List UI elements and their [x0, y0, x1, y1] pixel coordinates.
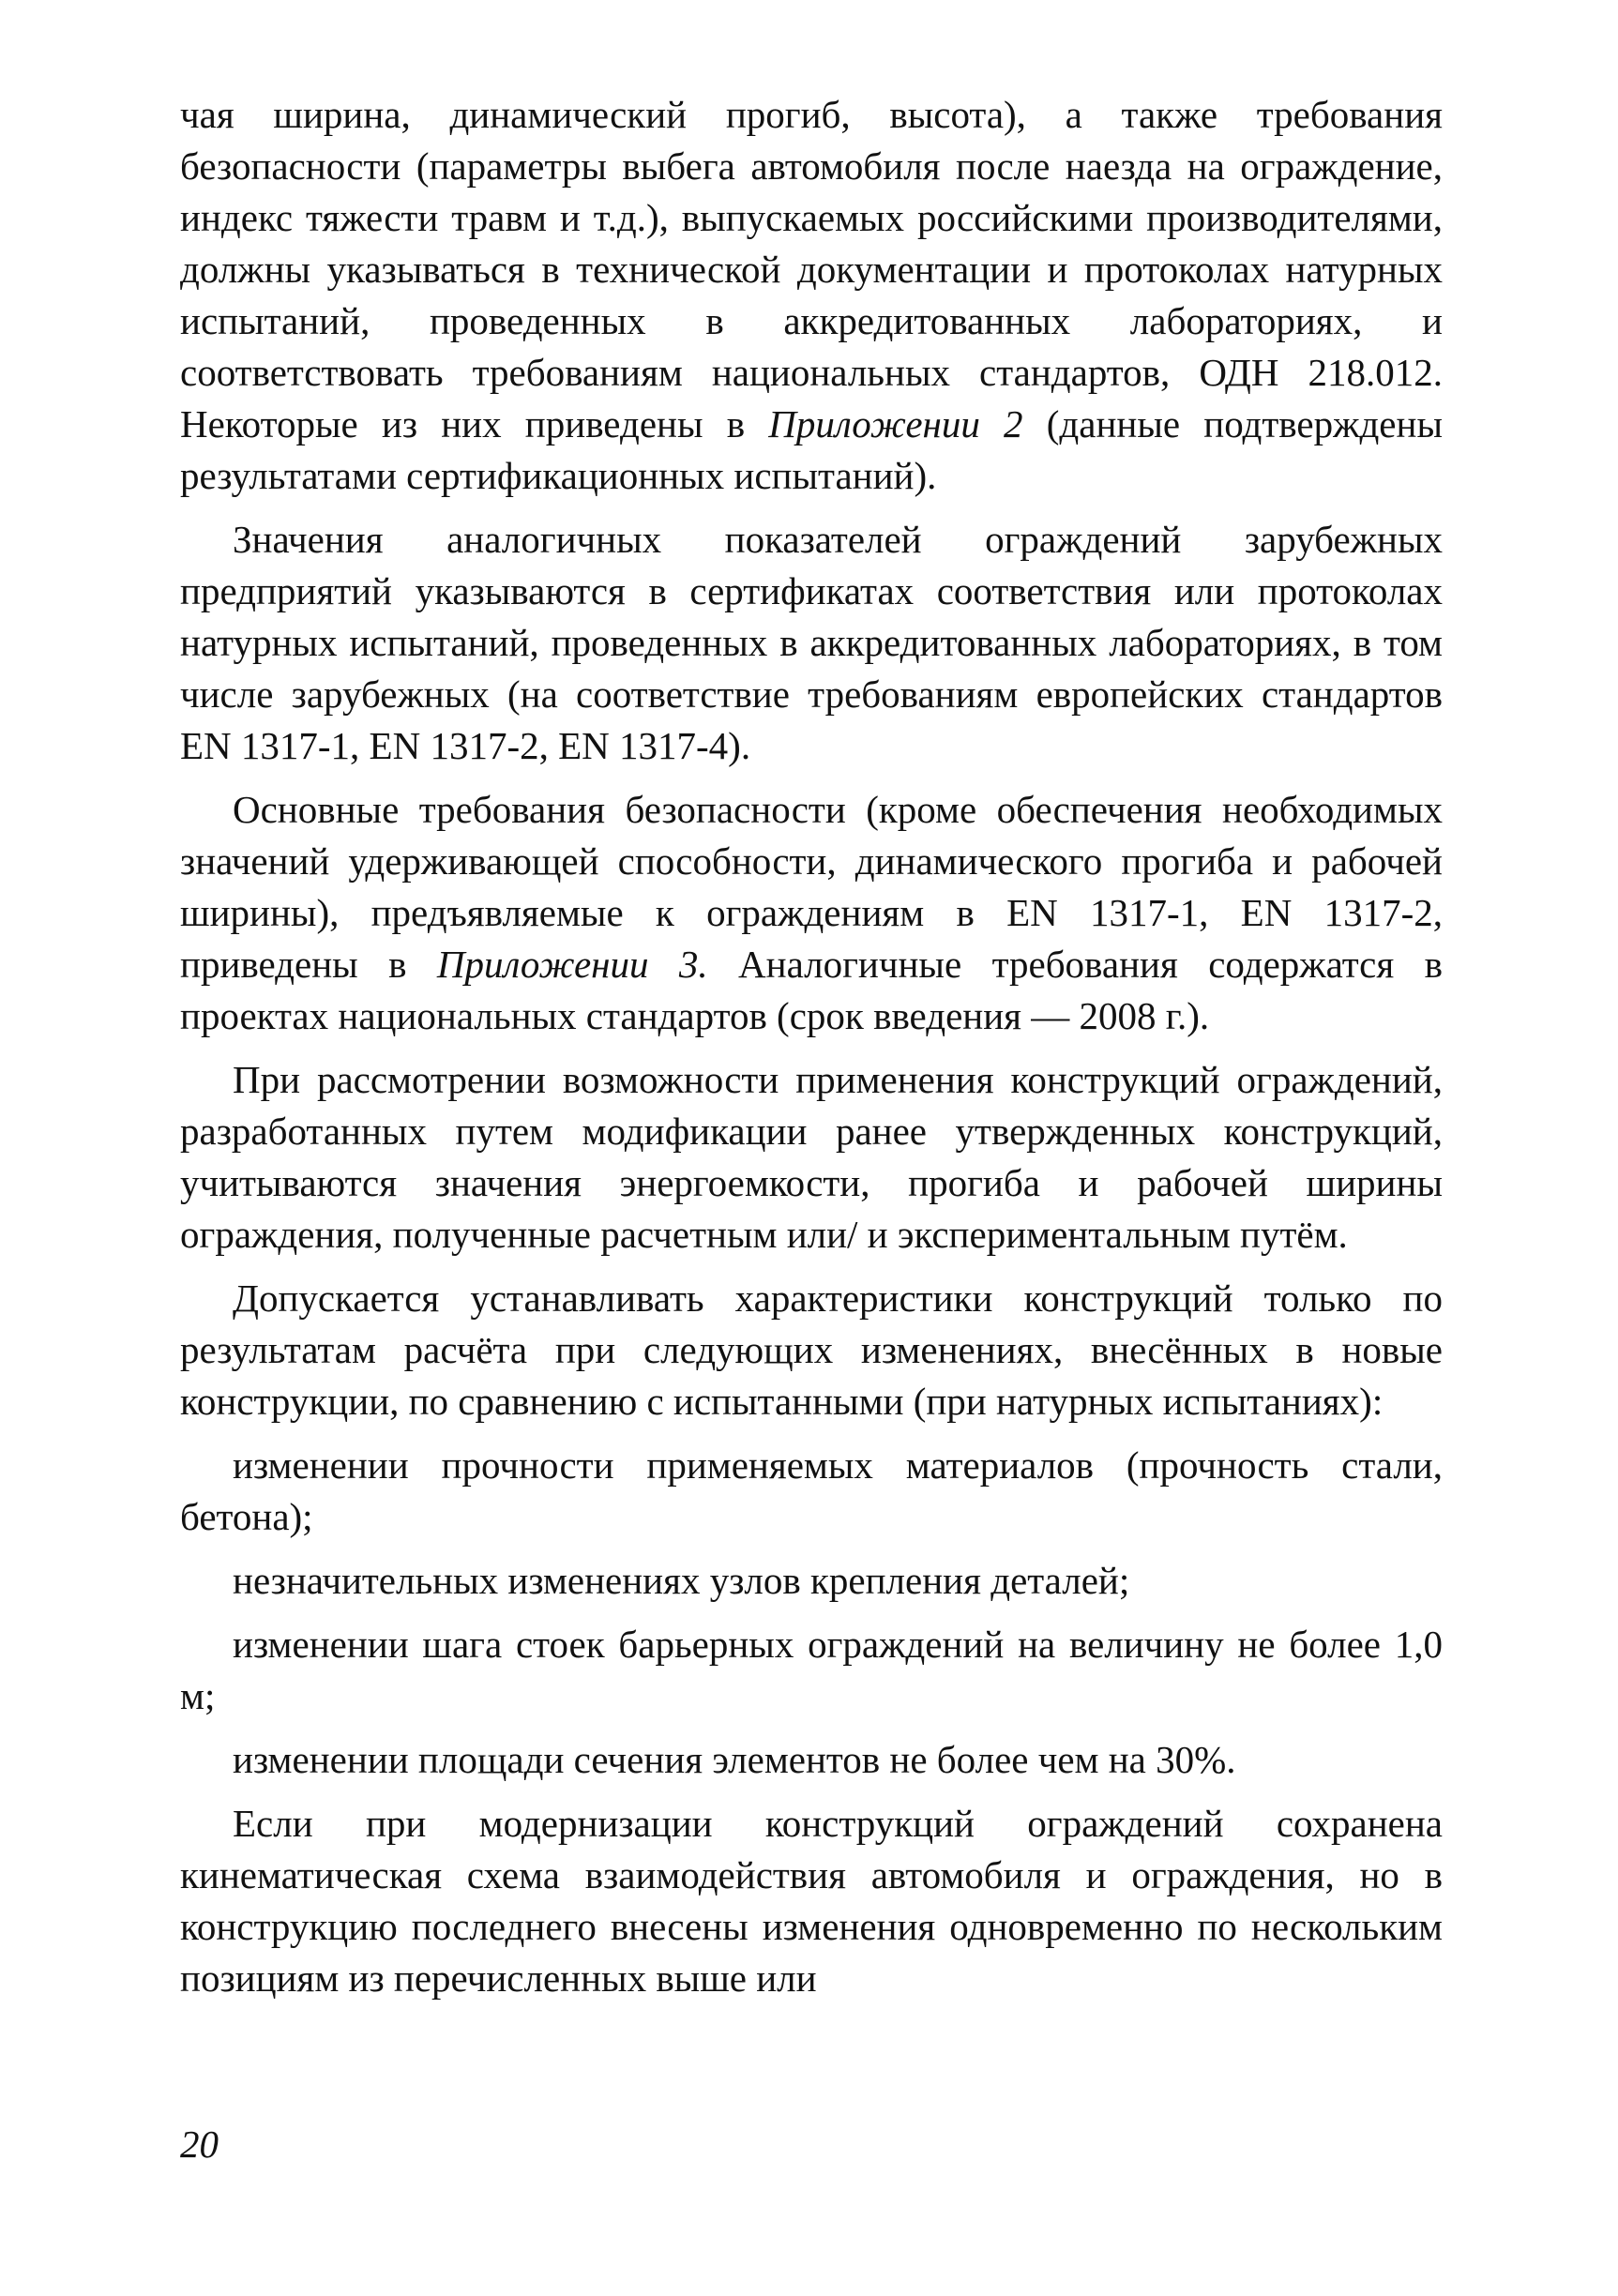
paragraph-text: Аналогичные требования содержатся в проектах национальных стандартов (срок введения — 2008 г.).	[180, 943, 1443, 1037]
paragraph-calculation-allowed: Допускается устанавливать характеристики конструкций только по результатам расчёта при следующих изменениях, внесённых в новые конструкции, по сравнению с испытанными (при натурных испытаниях):	[180, 1276, 1443, 1423]
paragraph-modernization: Если при модернизации конструкций ограждений сохранена кинематическая схема взаимодействия автомобиля и ограждения, но в конструкцию последнего внесены изменения одновременно по нескольким позициям из перечисленных выше или	[180, 1802, 1443, 2000]
list-item: незначительных изменениях узлов крепления деталей;	[233, 1559, 1130, 1602]
document-body	[180, 89, 1443, 2017]
paragraph-text: чая ширина, динамический прогиб, высота), а также требования безопасности (параметры выбега автомобиля после наезда на ограждение, индекс тяжести травм и т.д.), выпускаемых российскими производителями, должны указываться в технической документации и протоколах натурных испытаний, проведенных в аккредитованных лабораториях, и соответствовать требованиям национальных стандартов, ОДН 218.012. Некоторые из них приведены в	[180, 93, 1443, 446]
paragraph-foreign-enterprises: Значения аналогичных показателей ограждений зарубежных предприятий указываются в сертификатах соответствия или протоколах натурных испытаний, проведенных в аккредитованных лабораториях, в том числе зарубежных (на соответствие требованиям европейских стандартов EN 1317-1, EN 1317-2, EN 1317-4).	[180, 518, 1443, 767]
appendix-reference: Приложении 3.	[436, 943, 708, 986]
paragraph-modification: При рассмотрении возможности применения конструкций ограждений, разработанных путем модификации ранее утвержденных конструкций, учитываются значения энергоемкости, прогиба и рабочей ширины ограждения, полученные расчетным или/ и экспериментальным путём.	[180, 1058, 1443, 1256]
paragraph-safety-requirements	[180, 784, 1443, 1042]
list-item: изменении шага стоек барьерных ограждений на величину не более 1,0 м;	[180, 1623, 1443, 1717]
page-number: 20	[180, 2122, 219, 2166]
list-item: изменении прочности применяемых материалов (прочность стали, бетона);	[180, 1443, 1443, 1538]
paragraph-text: Основные требования безопасности (кроме обеспечения необходимых значений удерживающей способности, динамического прогиба и рабочей ширины), предъявляемые к ограждениям в EN 1317-1, EN 1317-2, приведены в	[180, 788, 1443, 986]
list-item: изменении площади сечения элементов не более чем на 30%.	[233, 1738, 1236, 1781]
paragraph-text: (данные подтверждены результатами сертификационных испытаний).	[180, 402, 1443, 497]
appendix-reference: Приложении 2	[768, 402, 1023, 446]
paragraph-continued	[180, 89, 1443, 502]
